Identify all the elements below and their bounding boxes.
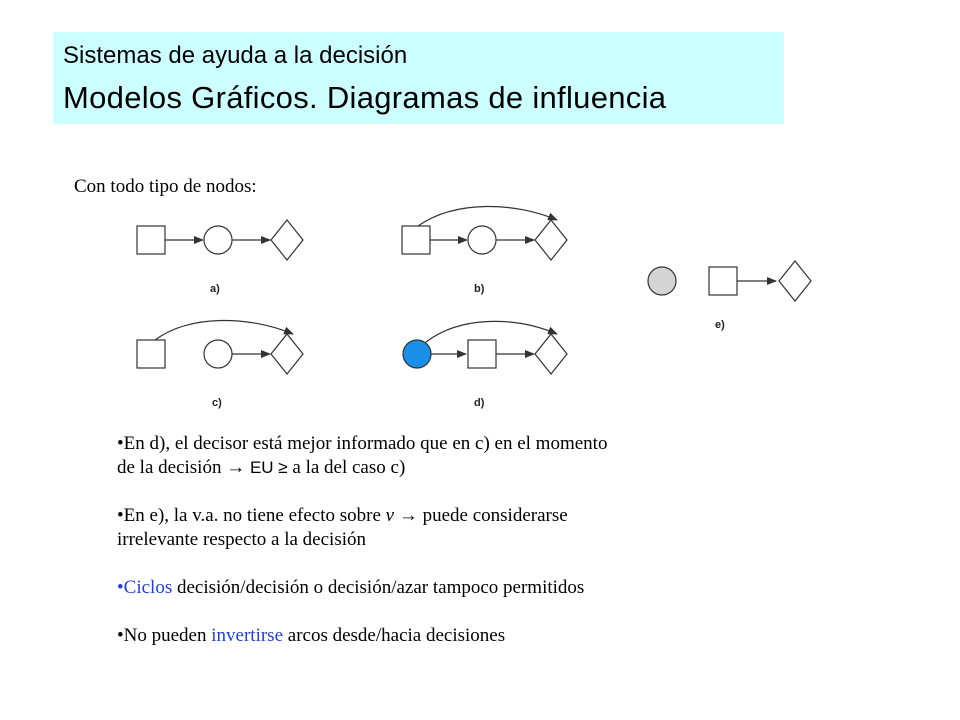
diagram-b xyxy=(402,206,567,260)
bullet-list xyxy=(117,432,777,672)
caption-c: c) xyxy=(212,397,222,409)
utility-node xyxy=(271,334,303,374)
bullet-item xyxy=(117,624,777,648)
caption-b: b) xyxy=(474,283,485,295)
eu-symbol: EU ≥ xyxy=(249,458,288,477)
diagram-c xyxy=(137,320,303,374)
utility-node xyxy=(271,220,303,260)
arc xyxy=(418,206,557,226)
decision-node xyxy=(468,340,496,368)
chance-node xyxy=(403,340,431,368)
bullet-text: •No pueden xyxy=(117,625,212,646)
bullet-text: → puede considerarse xyxy=(394,505,568,526)
intro-text: Con todo tipo de nodos: xyxy=(74,176,257,197)
chance-node xyxy=(204,226,232,254)
diagram-a xyxy=(137,220,303,260)
chance-node xyxy=(648,267,676,295)
highlight-text: invertirse xyxy=(211,625,284,646)
bullet-text: decisión/decisión o decisión/azar tampoco permitidos xyxy=(172,577,585,598)
utility-node xyxy=(535,220,567,260)
arc xyxy=(426,321,557,342)
bullet-line xyxy=(117,504,777,528)
caption-e: e) xyxy=(715,319,725,331)
bullet-text: a la del caso c) xyxy=(287,457,406,478)
bullet-text: de la decisión → xyxy=(117,457,250,478)
bullet-item xyxy=(117,504,777,552)
decision-node xyxy=(137,340,165,368)
decision-node xyxy=(137,226,165,254)
highlight-text: Ciclos xyxy=(123,577,173,598)
variable-v: v xyxy=(385,505,395,526)
decision-node xyxy=(709,267,737,295)
caption-a: a) xyxy=(210,283,220,295)
slide-title: Modelos Gráficos. Diagramas de influencia xyxy=(63,80,667,115)
bullet-line: •En d), el decisor está mejor informado que en c) en el momento xyxy=(117,433,608,454)
bullet-text: •En e), la v.a. no tiene efecto sobre xyxy=(117,505,386,526)
chance-node xyxy=(468,226,496,254)
course-title: Sistemas de ayuda a la decisión xyxy=(63,42,408,69)
diagram-e xyxy=(648,261,811,301)
bullet-line xyxy=(117,456,777,480)
bullet-text: arcos desde/hacia decisiones xyxy=(283,625,506,646)
decision-node xyxy=(402,226,430,254)
utility-node xyxy=(535,334,567,374)
bullet-line: irrelevante respecto a la decisión xyxy=(117,529,366,550)
chance-node xyxy=(204,340,232,368)
caption-d: d) xyxy=(474,397,485,409)
utility-node xyxy=(779,261,811,301)
arc xyxy=(155,320,293,340)
bullet-item xyxy=(117,576,777,600)
bullet-item xyxy=(117,432,777,480)
bullet-mark: • xyxy=(117,577,124,598)
diagram-d xyxy=(403,321,567,374)
